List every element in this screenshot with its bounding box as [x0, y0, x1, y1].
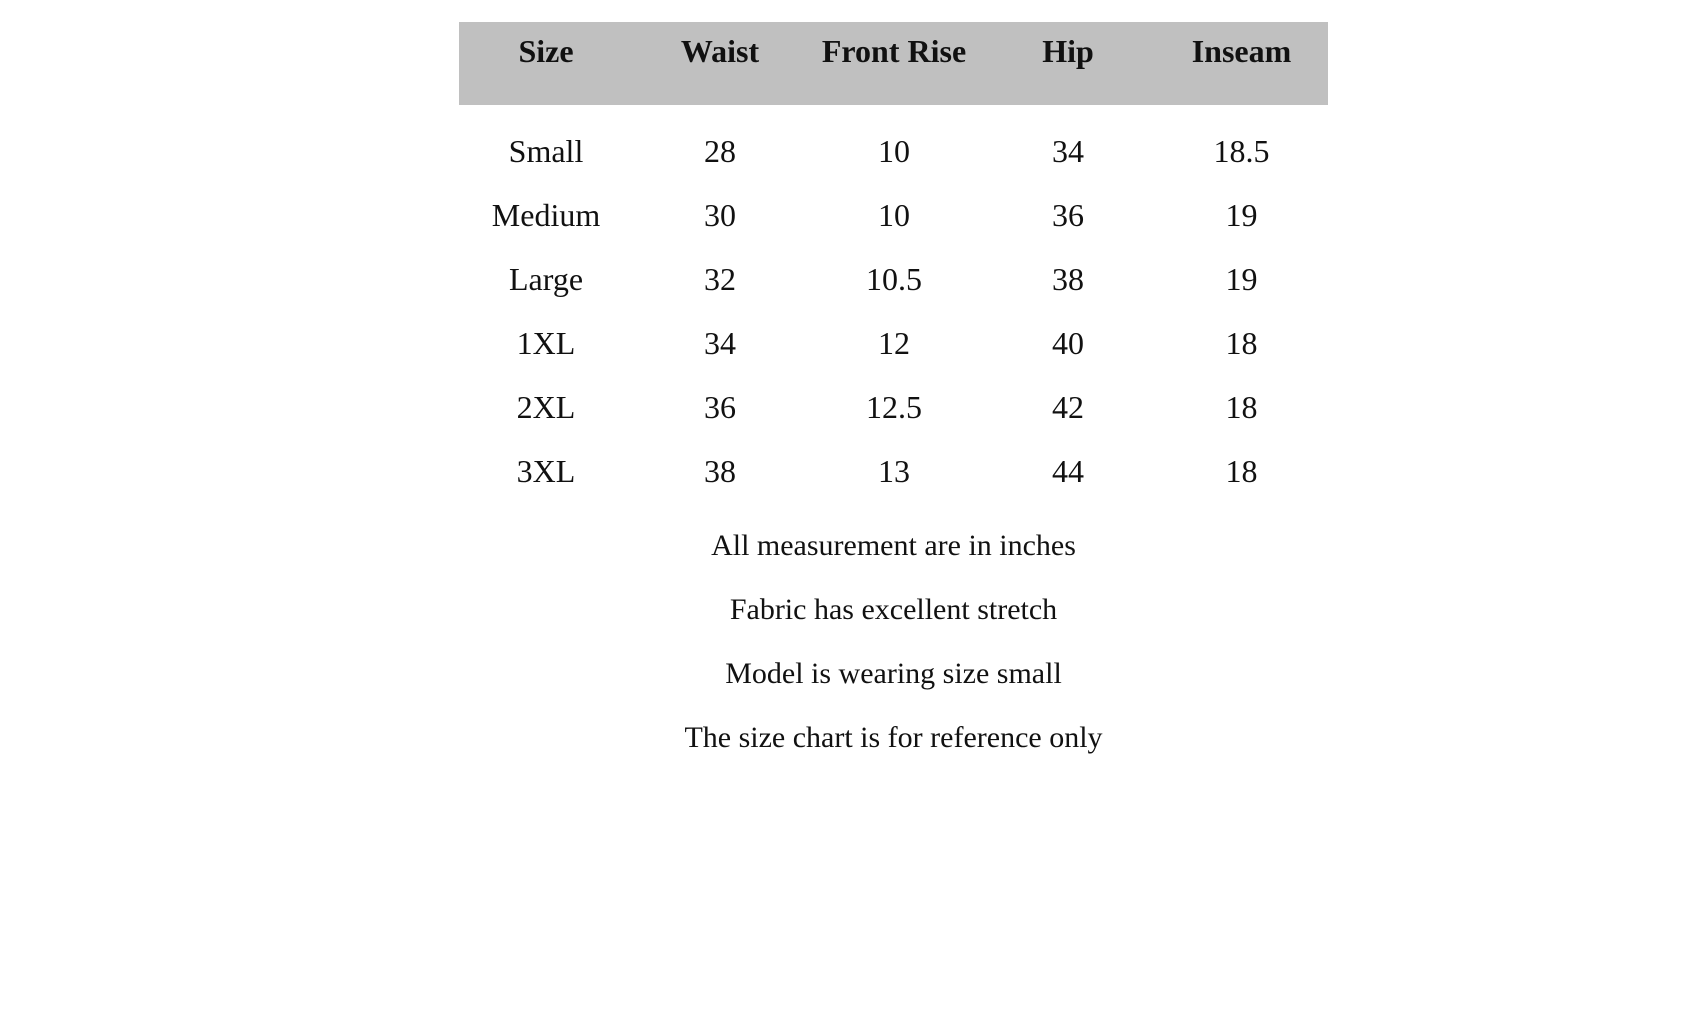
- note-model: Model is wearing size small: [725, 657, 1062, 690]
- size-notes: [459, 528, 1328, 784]
- header-hip: Hip: [1042, 33, 1094, 69]
- cell-size: Small: [508, 132, 584, 169]
- cell-hip: 44: [1052, 452, 1084, 489]
- header-size: Size: [518, 33, 574, 69]
- table-row: [459, 191, 1328, 255]
- cell-inseam: 19: [1225, 196, 1258, 233]
- cell-waist: 32: [704, 260, 736, 297]
- cell-size: Large: [508, 260, 584, 297]
- header-waist: Waist: [680, 33, 760, 69]
- table-row: [459, 383, 1328, 447]
- table-body: [459, 105, 1328, 511]
- cell-front-rise: 10: [878, 196, 910, 233]
- cell-size: Medium: [491, 196, 601, 233]
- cell-size: 1XL: [516, 324, 576, 361]
- note-units: All measurement are in inches: [711, 529, 1076, 562]
- cell-hip: 38: [1052, 260, 1084, 297]
- cell-size: 2XL: [516, 388, 576, 425]
- cell-inseam: 18: [1225, 388, 1258, 425]
- cell-waist: 38: [704, 452, 736, 489]
- cell-waist: 36: [704, 388, 736, 425]
- header-front-rise: Front Rise: [821, 33, 967, 69]
- cell-waist: 28: [704, 132, 736, 169]
- cell-front-rise: 10.5: [866, 260, 922, 297]
- table-header-row: [459, 22, 1328, 105]
- cell-hip: 42: [1052, 388, 1084, 425]
- cell-waist: 34: [704, 324, 736, 361]
- cell-hip: 36: [1052, 196, 1084, 233]
- header-inseam: Inseam: [1191, 33, 1292, 69]
- cell-size: 3XL: [516, 452, 576, 489]
- note-fabric: Fabric has excellent stretch: [729, 593, 1058, 626]
- table-row: [459, 447, 1328, 511]
- cell-inseam: 18: [1225, 452, 1258, 489]
- size-chart-table: [459, 22, 1328, 511]
- table-row: [459, 255, 1328, 319]
- cell-inseam: 19: [1225, 260, 1258, 297]
- table-row: [459, 127, 1328, 191]
- cell-inseam: 18.5: [1213, 132, 1270, 169]
- table-row: [459, 319, 1328, 383]
- note-disclaimer: The size chart is for reference only: [684, 721, 1103, 754]
- cell-front-rise: 13: [878, 452, 910, 489]
- cell-inseam: 18: [1225, 324, 1258, 361]
- cell-front-rise: 12: [878, 324, 910, 361]
- cell-waist: 30: [704, 196, 736, 233]
- cell-front-rise: 10: [878, 132, 910, 169]
- cell-hip: 34: [1052, 132, 1084, 169]
- cell-hip: 40: [1052, 324, 1084, 361]
- cell-front-rise: 12.5: [866, 388, 922, 425]
